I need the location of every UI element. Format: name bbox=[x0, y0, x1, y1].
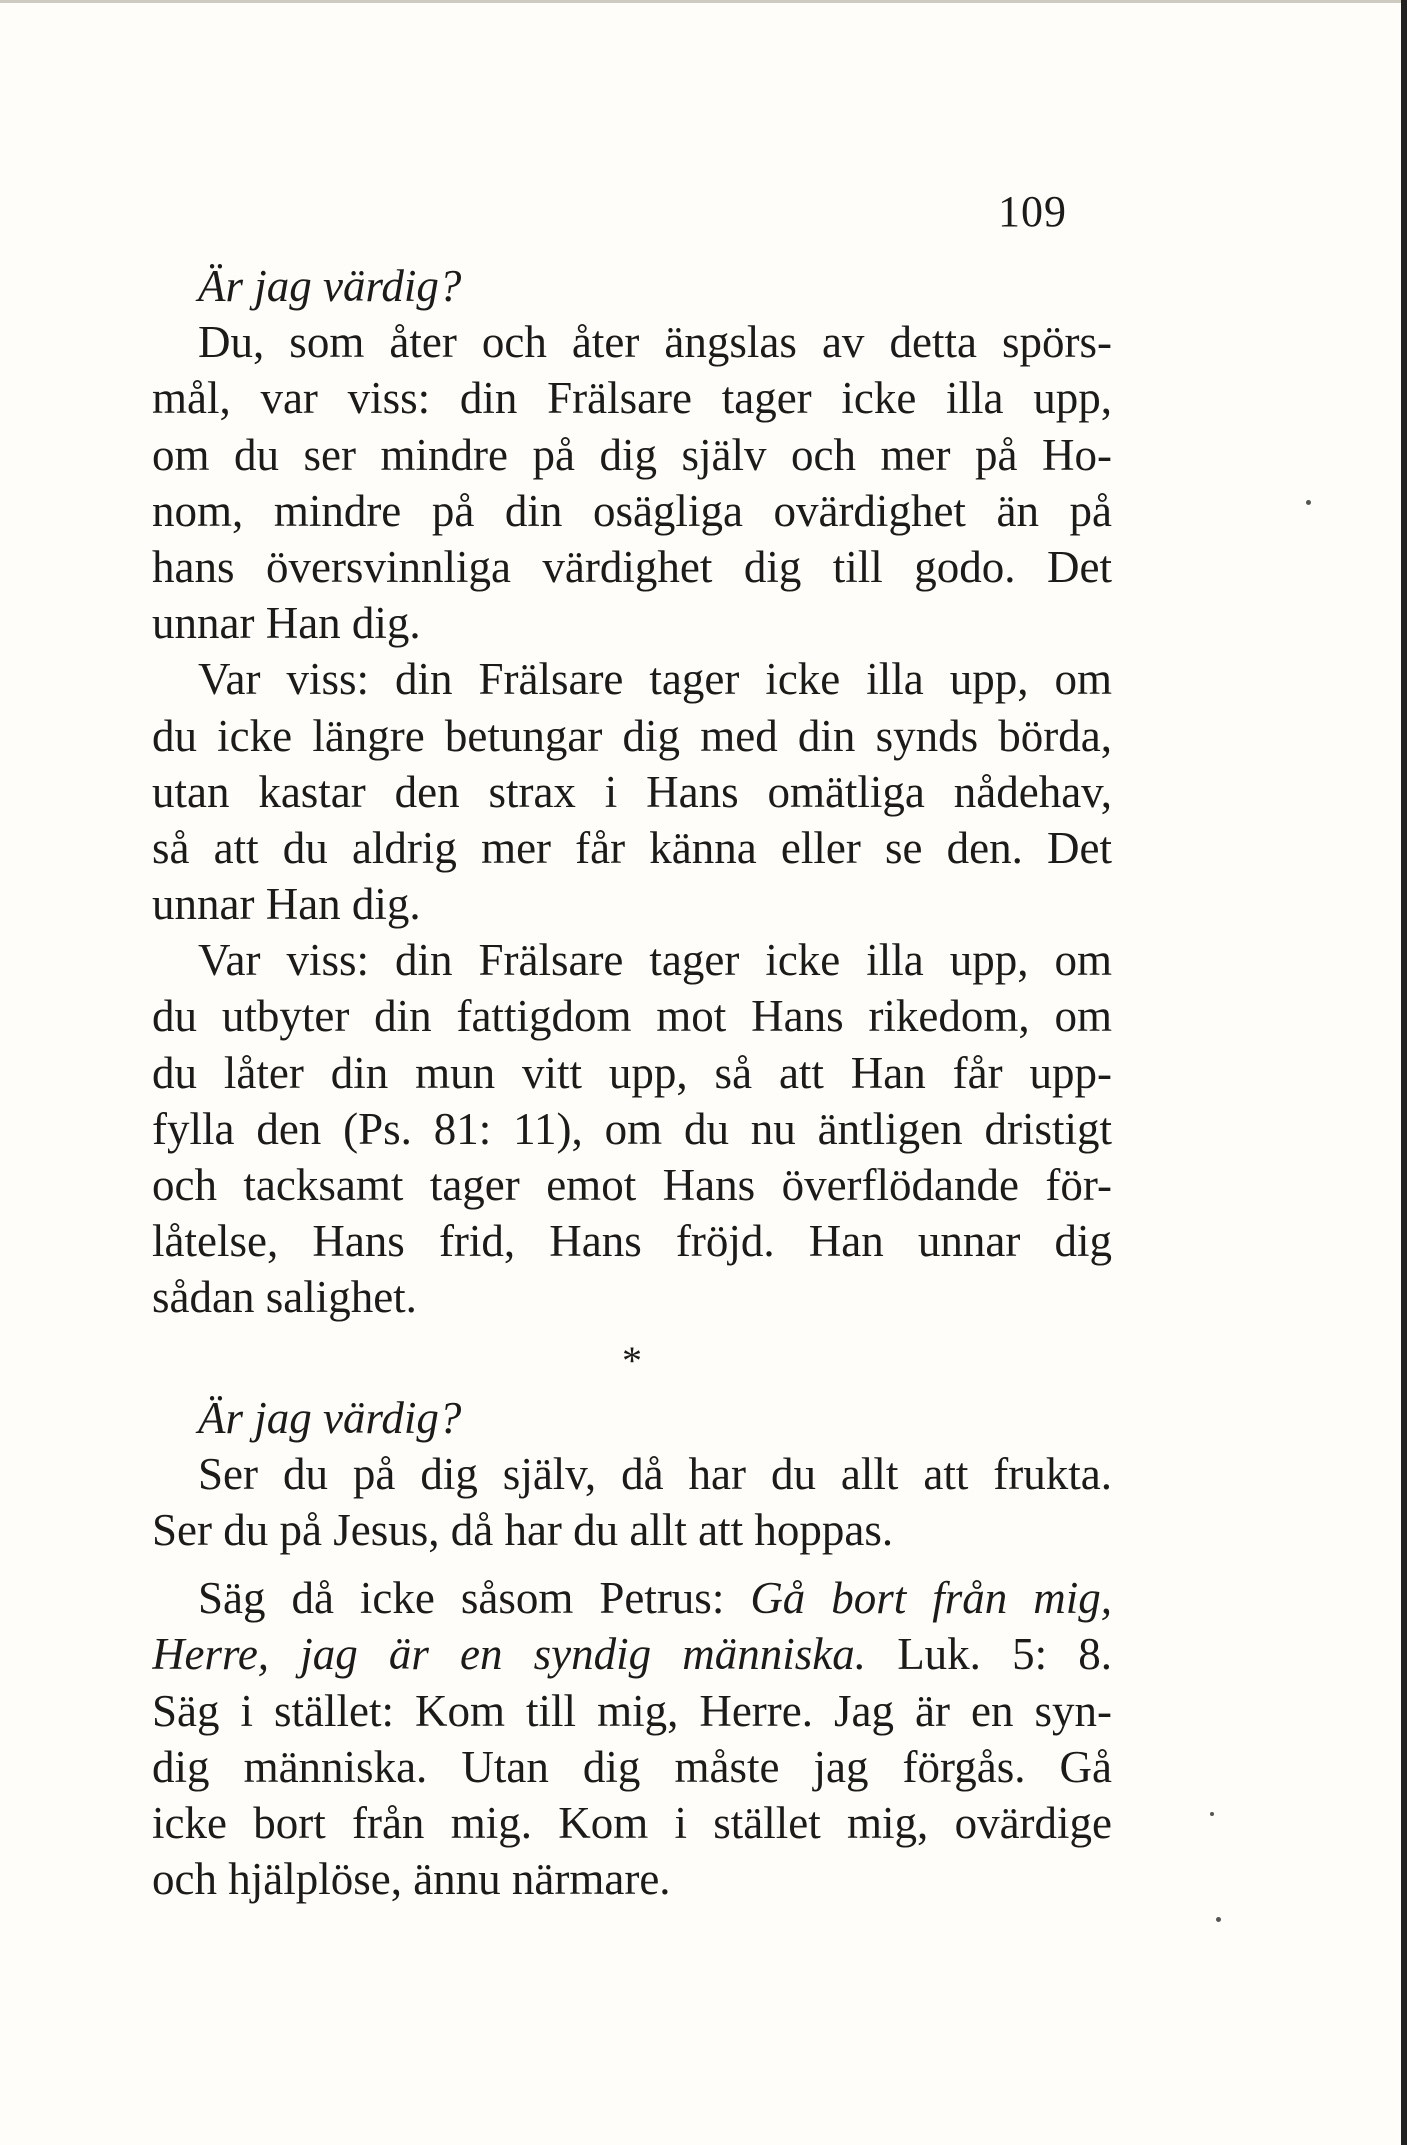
text-line: unnar Han dig. bbox=[152, 879, 421, 930]
text-line: du låter din mun vitt upp, så att Han får upp- bbox=[152, 1047, 1112, 1098]
paper-speck bbox=[1210, 1812, 1214, 1816]
text-line bbox=[152, 1626, 1112, 1682]
quote-intro: Säg då icke såsom Petrus: bbox=[198, 1573, 725, 1624]
page-body bbox=[152, 258, 1112, 1907]
section-heading: Är jag värdig? bbox=[198, 1392, 462, 1443]
text-line: och hjälplöse, ännu närmare. bbox=[152, 1854, 671, 1905]
text-line: så att du aldrig mer får känna eller se den. Det bbox=[152, 822, 1112, 873]
text-line: mål, var viss: din Frälsare tager icke illa upp, bbox=[152, 373, 1112, 424]
section-separator: * bbox=[622, 1337, 642, 1383]
page-top-edge bbox=[0, 0, 1407, 3]
text-line: Du, som åter och åter ängslas av detta spörs- bbox=[198, 317, 1112, 368]
text-line: och tacksamt tager emot Hans överflödande för- bbox=[152, 1160, 1112, 1210]
bible-reference: Luk. 5: 8. bbox=[897, 1629, 1112, 1680]
text-line: Ser du på Jesus, då har du allt att hoppas. bbox=[152, 1504, 894, 1555]
text-line: hans översvinnliga värdighet dig till godo. Det bbox=[152, 541, 1112, 592]
text-line: unnar Han dig. bbox=[152, 598, 421, 649]
text-line: sådan salighet. bbox=[152, 1272, 417, 1323]
text-line: Säg i stället: Kom till mig, Herre. Jag är en syn- bbox=[152, 1685, 1112, 1736]
text-line: om du ser mindre på dig själv och mer på Ho- bbox=[152, 429, 1112, 480]
paper-speck bbox=[1216, 1917, 1221, 1922]
quote-text: Herre, jag är en syndig människa. bbox=[152, 1629, 867, 1680]
text-line: dig människa. Utan dig måste jag förgås. Gå bbox=[152, 1741, 1112, 1792]
text-line: låtelse, Hans frid, Hans fröjd. Han unnar dig bbox=[152, 1216, 1112, 1267]
text-line: Var viss: din Frälsare tager icke illa upp, om bbox=[198, 654, 1112, 705]
text-line: utan kastar den strax i Hans omätliga nådehav, bbox=[152, 766, 1112, 817]
page-number: 109 bbox=[998, 187, 1067, 236]
text-line: nom, mindre på din osägliga ovärdighet än på bbox=[152, 485, 1112, 536]
text-line: icke bort från mig. Kom i stället mig, ovärdige bbox=[152, 1797, 1112, 1848]
quote-text: Gå bort från mig, bbox=[750, 1573, 1112, 1624]
paper-speck bbox=[1306, 500, 1311, 505]
text-line: du icke längre betungar dig med din synds börda, bbox=[152, 710, 1112, 761]
paragraph-gap bbox=[152, 1558, 1112, 1570]
text-line bbox=[152, 1570, 1112, 1626]
text-line: fylla den (Ps. 81: 11), om du nu äntligen dristigt bbox=[152, 1103, 1112, 1154]
section-heading: Är jag värdig? bbox=[198, 261, 462, 311]
page-right-edge bbox=[1401, 0, 1407, 2145]
text-line: Ser du på dig själv, då har du allt att frukta. bbox=[198, 1448, 1112, 1499]
text-line: Var viss: din Frälsare tager icke illa upp, om bbox=[198, 935, 1112, 986]
text-line: du utbyter din fattigdom mot Hans rikedom, om bbox=[152, 991, 1112, 1042]
